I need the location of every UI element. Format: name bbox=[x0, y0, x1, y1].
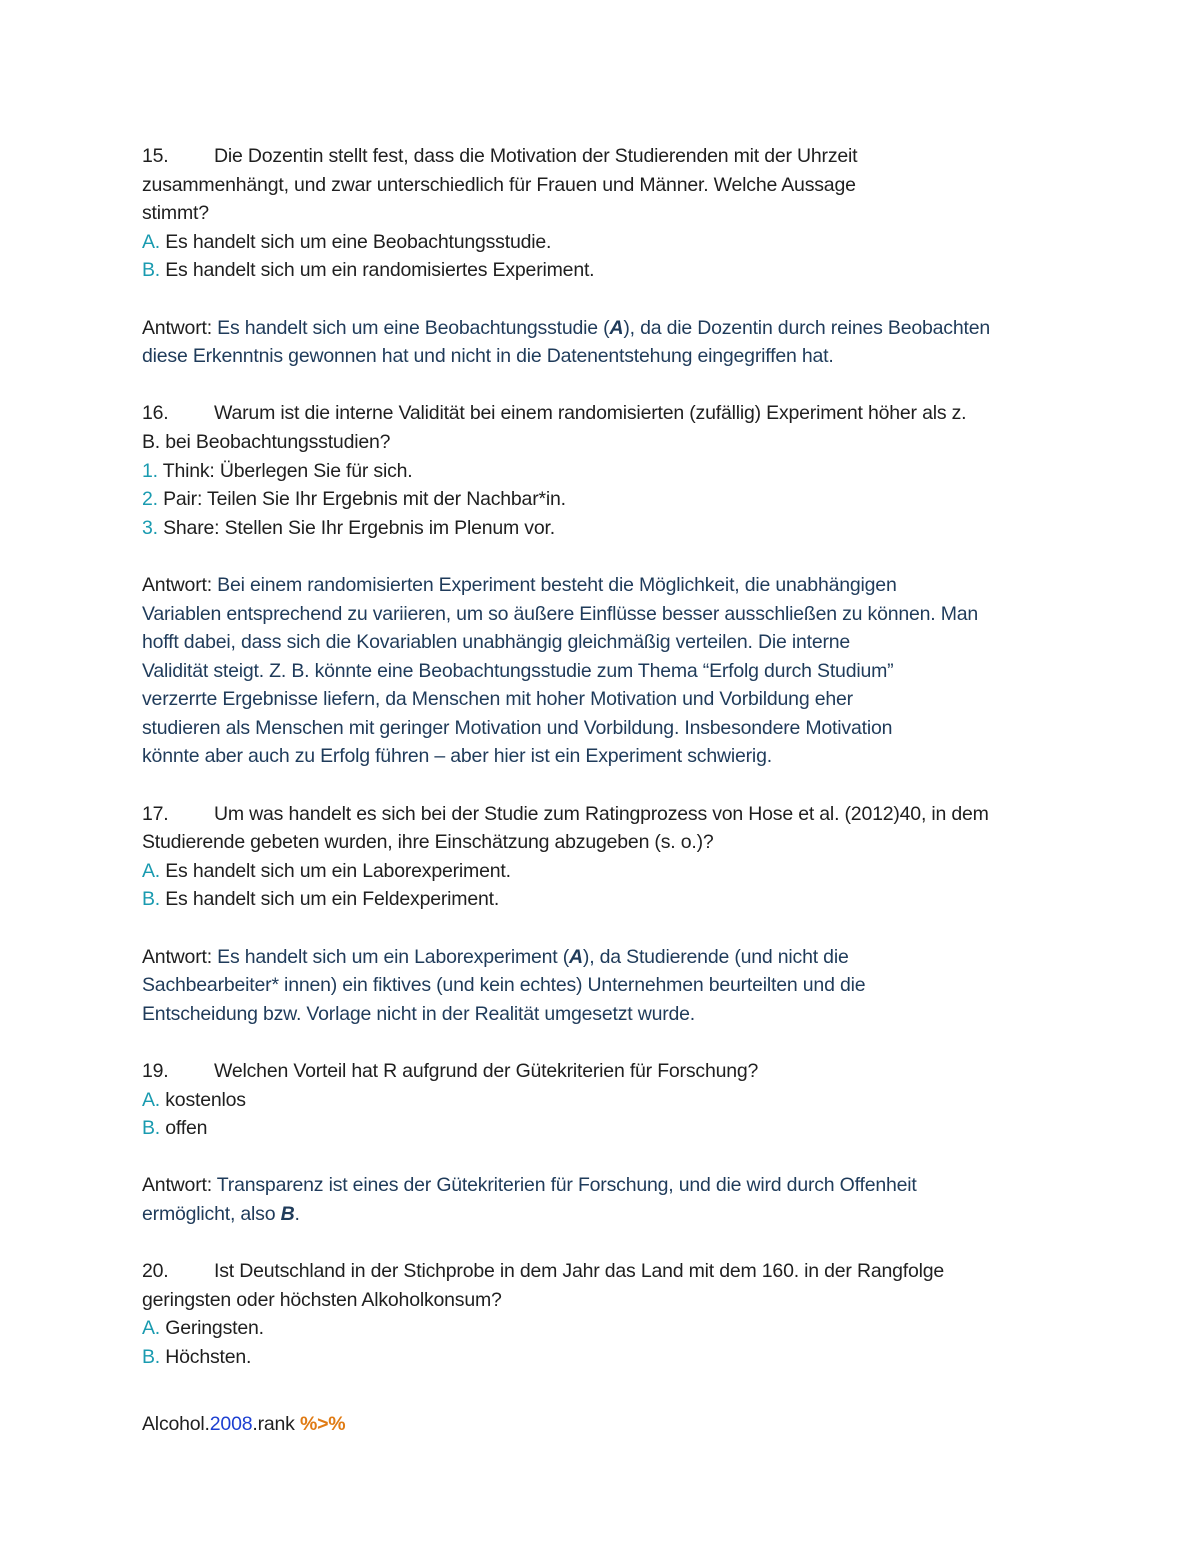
code-snippet bbox=[142, 1410, 1110, 1439]
answer-label: Antwort: bbox=[142, 573, 212, 596]
option-letter: B. bbox=[142, 888, 161, 911]
step-think bbox=[142, 457, 1110, 486]
answer-text: könnte aber auch zu Erfolg führen – aber hier ist ein Experiment schwierig. bbox=[142, 745, 772, 768]
question-text-line: Um was handelt es sich bei der Studie zum Ratingprozess von Hose et al. (2012)40, in dem bbox=[214, 802, 989, 825]
option-a bbox=[142, 228, 1110, 257]
answer-emphasis: A bbox=[609, 316, 624, 339]
answer-text: verzerrte Ergebnisse liefern, da Menschen mit hoher Motivation und Vorbildung eher bbox=[142, 688, 853, 711]
step-number: 1. bbox=[142, 459, 158, 482]
answer-text: studieren als Menschen mit geringer Motivation und Vorbildung. Insbesondere Motivation bbox=[142, 716, 893, 739]
step-pair bbox=[142, 485, 1110, 514]
option-b bbox=[142, 885, 1110, 914]
option-letter: B. bbox=[142, 1345, 161, 1368]
answer-text: Bei einem randomisierten Experiment besteht die Möglichkeit, die unabhängigen bbox=[211, 573, 897, 596]
question-text-line: Ist Deutschland in der Stichprobe in dem Jahr das Land mit dem 160. in der Rangfolge bbox=[214, 1260, 945, 1283]
step-share bbox=[142, 514, 1110, 543]
question-text-line: Die Dozentin stellt fest, dass die Motivation der Studierenden mit der Uhrzeit bbox=[214, 145, 858, 167]
step-number: 2. bbox=[142, 488, 158, 511]
answer-text: Variablen entsprechend zu variieren, um so äußere Einflüsse besser ausschließen zu können. Man bbox=[142, 602, 979, 625]
step-text: Share: Stellen Sie Ihr Ergebnis im Plenum vor. bbox=[157, 516, 555, 539]
option-letter: B. bbox=[142, 259, 161, 282]
question-number: 19. bbox=[142, 1060, 169, 1082]
answer-label: Antwort: bbox=[142, 945, 212, 968]
step-number: 3. bbox=[142, 516, 158, 539]
answer-text: Validität steigt. Z. B. könnte eine Beobachtungsstudie zum Thema “Erfolg durch Studium” bbox=[142, 659, 894, 682]
question-number: 20. bbox=[142, 1260, 169, 1283]
option-text: Es handelt sich um ein Laborexperiment. bbox=[160, 859, 511, 882]
question-15 bbox=[142, 142, 1110, 371]
question-text-line: zusammenhängt, und zwar unterschiedlich für Frauen und Männer. Welche Aussage bbox=[142, 173, 856, 196]
code-identifier: Alcohol. bbox=[142, 1413, 210, 1436]
code-identifier: .rank bbox=[252, 1413, 300, 1436]
option-a bbox=[142, 1314, 1110, 1343]
answer-text: Transparenz ist eines der Gütekriterien für Forschung, und die wird durch Offenheit bbox=[211, 1174, 917, 1197]
answer-15 bbox=[142, 314, 1110, 371]
option-text: Es handelt sich um ein Feldexperiment. bbox=[160, 888, 500, 911]
answer-text: diese Erkenntnis gewonnen hat und nicht in die Datenentstehung eingegriffen hat. bbox=[142, 345, 834, 368]
question-17 bbox=[142, 800, 1110, 1029]
option-letter: A. bbox=[142, 859, 161, 882]
answer-emphasis: A bbox=[569, 945, 583, 968]
code-pipe-operator: %>% bbox=[299, 1413, 346, 1436]
option-text: Höchsten. bbox=[160, 1345, 252, 1368]
step-text: Think: Überlegen Sie für sich. bbox=[157, 459, 413, 482]
answer-label: Antwort: bbox=[142, 1174, 212, 1197]
answer-text: Sachbearbeiter* innen) ein fiktives (und kein echtes) Unternehmen beurteilten und die bbox=[142, 974, 866, 997]
question-number: 15. bbox=[142, 145, 169, 167]
question-text-line: Studierende gebeten wurden, ihre Einschätzung abzugeben (s. o.)? bbox=[142, 831, 714, 854]
answer-label: Antwort: bbox=[142, 316, 212, 339]
question-16 bbox=[142, 399, 1110, 771]
option-text: Es handelt sich um eine Beobachtungsstudie. bbox=[160, 230, 552, 253]
option-b bbox=[142, 1114, 1110, 1143]
option-text: kostenlos bbox=[160, 1088, 246, 1111]
option-a bbox=[142, 1086, 1110, 1115]
code-number: 2008 bbox=[209, 1413, 253, 1436]
answer-text: ), da Studierende (und nicht die bbox=[582, 945, 849, 968]
question-20 bbox=[142, 1257, 1110, 1371]
answer-emphasis: B bbox=[280, 1202, 295, 1225]
option-a bbox=[142, 857, 1110, 886]
answer-17 bbox=[142, 943, 1110, 1029]
option-letter: A. bbox=[142, 1088, 161, 1111]
answer-19 bbox=[142, 1171, 1110, 1228]
answer-text: hofft dabei, dass sich die Kovariablen unabhängig gleichmäßig verteilen. Die interne bbox=[142, 631, 851, 654]
document-page bbox=[142, 142, 1110, 1439]
question-text-line: stimmt? bbox=[142, 202, 209, 225]
answer-text: . bbox=[294, 1202, 300, 1225]
answer-16 bbox=[142, 571, 1110, 771]
question-19 bbox=[142, 1057, 1110, 1229]
question-text-line: Warum ist die interne Validität bei einem randomisierten (zufällig) Experiment höher als z. bbox=[214, 402, 967, 425]
question-text-line: geringsten oder höchsten Alkoholkonsum? bbox=[142, 1288, 502, 1311]
option-text: Geringsten. bbox=[160, 1317, 264, 1340]
option-b bbox=[142, 1343, 1110, 1372]
question-number: 16. bbox=[142, 402, 169, 425]
option-letter: B. bbox=[142, 1117, 161, 1140]
answer-text: Es handelt sich um ein Laborexperiment ( bbox=[211, 945, 570, 968]
option-text: offen bbox=[160, 1117, 208, 1140]
question-number: 17. bbox=[142, 802, 169, 825]
question-text-line: B. bei Beobachtungsstudien? bbox=[142, 430, 391, 453]
answer-text: Es handelt sich um eine Beobachtungsstudie ( bbox=[211, 316, 610, 339]
answer-text: Entscheidung bzw. Vorlage nicht in der Realität umgesetzt wurde. bbox=[142, 1002, 696, 1025]
option-letter: A. bbox=[142, 230, 161, 253]
step-text: Pair: Teilen Sie Ihr Ergebnis mit der Nachbar*in. bbox=[157, 488, 566, 511]
option-b bbox=[142, 256, 1110, 285]
option-letter: A. bbox=[142, 1317, 161, 1340]
answer-text: ), da die Dozentin durch reines Beobachten bbox=[623, 316, 991, 339]
answer-text: ermöglicht, also bbox=[142, 1202, 281, 1225]
question-text-line: Welchen Vorteil hat R aufgrund der Gütekriterien für Forschung? bbox=[214, 1060, 759, 1082]
option-text: Es handelt sich um ein randomisiertes Experiment. bbox=[160, 259, 595, 282]
